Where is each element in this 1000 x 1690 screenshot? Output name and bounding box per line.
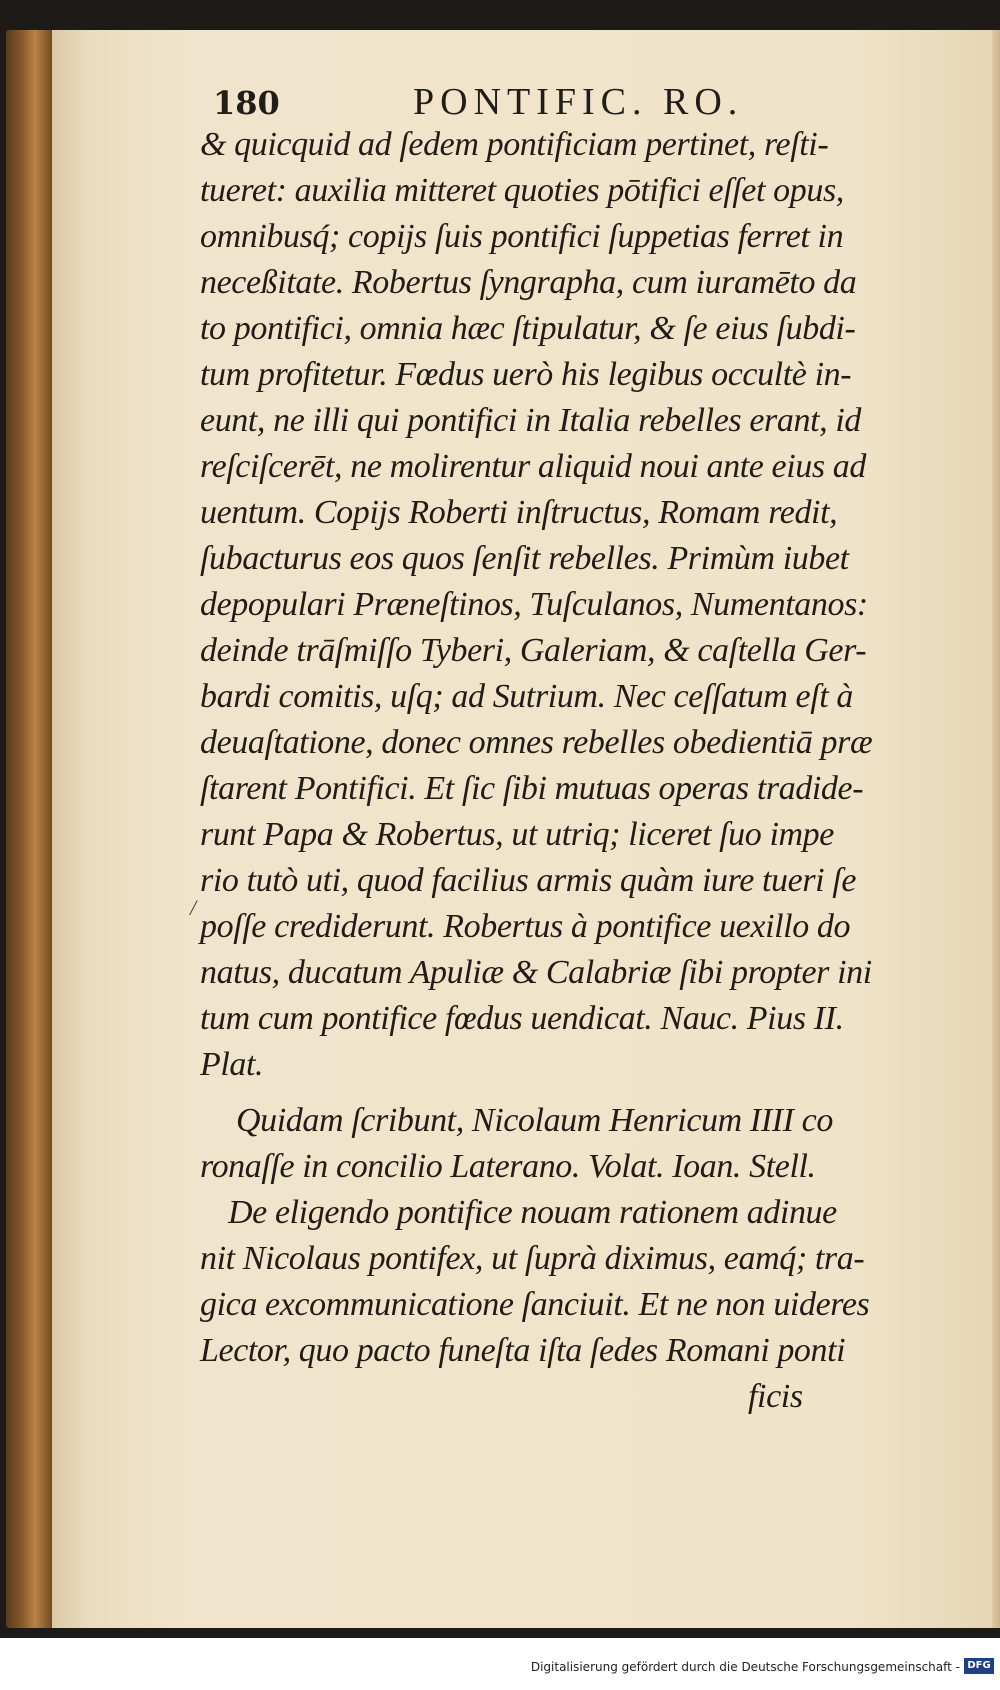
text-line: uentum. Copijs Roberti inſtructus, Romam redit, <box>200 494 838 531</box>
footer-bar <box>0 1640 1000 1690</box>
text-line: poſſe crediderunt. Robertus à pontifice uexillo do <box>200 908 851 945</box>
text-line: tum profitetur. Fœdus uerò his legibus occultè in- <box>200 356 852 393</box>
text-line: tueret: auxilia mitteret quoties pōtifici eſſet opus, <box>200 172 844 209</box>
book-binding-edge <box>6 30 54 1628</box>
funding-credit: Digitalisierung gefördert durch die Deutsche Forschungsgemeinschaft - <box>530 1660 960 1674</box>
text-line: ſubacturus eos quos ſenſit rebelles. Primùm iubet <box>200 540 849 577</box>
running-title: PONTIFIC. RO. <box>413 81 744 123</box>
text-line: Lector, quo pacto funeſta iſta ſedes Romani ponti <box>200 1332 846 1369</box>
text-line: runt Papa & Robertus, ut utriq; liceret ſuo impe <box>200 816 834 853</box>
text-line: deinde trāſmiſſo Tyberi, Galeriam, & caſtella Ger- <box>200 632 867 669</box>
text-line: nit Nicolaus pontifex, ut ſuprà diximus, eamq́; tra- <box>200 1240 865 1277</box>
text-line: Plat. <box>200 1046 264 1083</box>
catchword: ficis <box>748 1378 803 1415</box>
text-line: bardi comitis, uſq; ad Sutrium. Nec ceſſatum eſt à <box>200 678 853 715</box>
folio-number: 180 <box>213 84 280 122</box>
margin-mark: / <box>190 895 197 920</box>
text-line: Quidam ſcribunt, Nicolaum Henricum IIII co <box>236 1102 833 1139</box>
text-line: depopulari Præneſtinos, Tuſculanos, Numentanos: <box>200 586 868 623</box>
text-line: to pontifici, omnia hæc ſtipulatur, & ſe eius ſubdi- <box>200 310 856 347</box>
main-text <box>200 122 940 1420</box>
text-line: De eligendo pontifice nouam rationem adinue <box>228 1194 837 1231</box>
dfg-logo: DFG <box>964 1658 994 1674</box>
text-line: & quicquid ad ſedem pontificiam pertinet, reſti- <box>200 126 829 163</box>
text-line: reſciſcerēt, ne molirentur aliquid noui ante eius ad <box>200 448 867 485</box>
text-line: ronaſſe in concilio Laterano. Volat. Ioan. Stell. <box>200 1148 816 1185</box>
text-line: omnibusq́; copijs ſuis pontifici ſuppetias ferret in <box>200 218 844 255</box>
text-line: rio tutò uti, quod facilius armis quàm iure tueri ſe <box>200 862 857 899</box>
text-line: neceßitate. Robertus ſyngrapha, cum iuramēto da <box>200 264 857 301</box>
text-line: deuaſtatione, donec omnes rebelles obedientiā præ <box>200 724 873 761</box>
text-line: eunt, ne illi qui pontifici in Italia rebelles erant, id <box>200 402 861 439</box>
text-line: natus, ducatum Apuliæ & Calabriæ ſibi propter ini <box>200 954 872 991</box>
text-line: ſtarent Pontifici. Et ſic ſibi mutuas operas tradide- <box>200 770 864 807</box>
text-line: gica excommunicatione ſanciuit. Et ne non uideres <box>200 1286 870 1323</box>
paragraph-gap <box>200 1088 940 1098</box>
text-line: tum cum pontifice fœdus uendicat. Nauc. Pius II. <box>200 1000 844 1037</box>
